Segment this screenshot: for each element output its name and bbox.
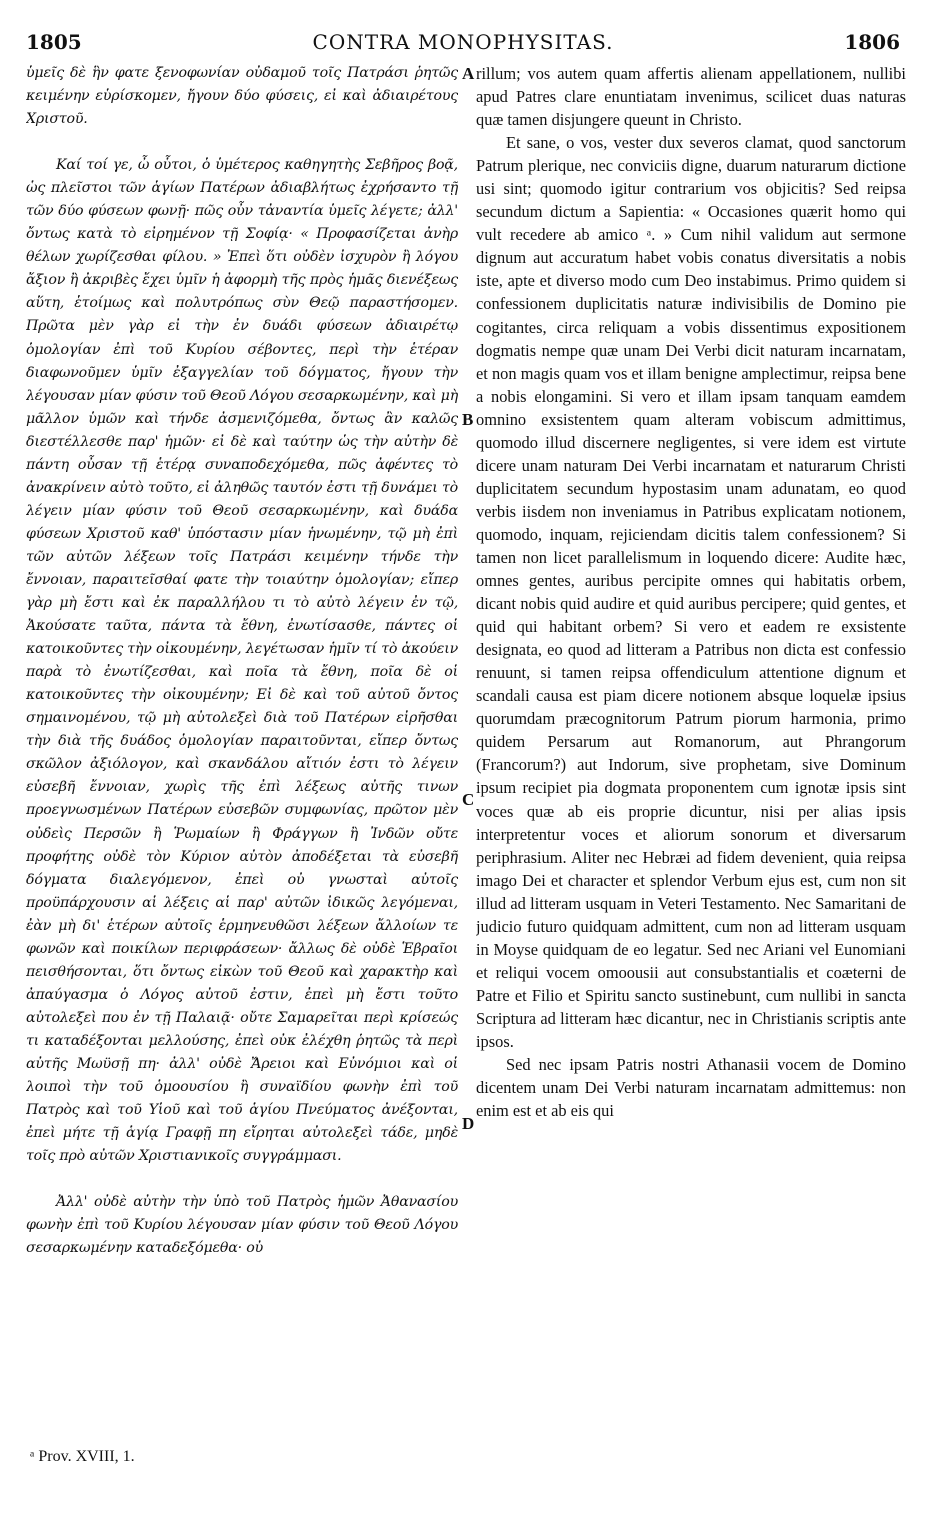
- greek-paragraph: Ἀλλ' οὐδὲ αὐτὴν τὴν ὑπὸ τοῦ Πατρὸς ἡμῶν Ἀθανασίου φωνὴν ἐπὶ τοῦ Κυρίου λέγουσαν μίαν φύσιν τοῦ Θεοῦ Λόγου σεσαρκωμένην καταδεξόμεθα· οὐ: [26, 1194, 458, 1257]
- greek-paragraph: Καί τοί γε, ὦ οὗτοι, ὁ ὑμέτερος καθηγητὴς Σεβῆρος βοᾷ, ὡς πλεῖστοι τῶν ἁγίων Πατέρων ἀδιαβλήτως ἐχρήσαντο τῇ τῶν δύο φύσεων φωνῇ· πῶς οὖν τἀναντία ὑμεῖς λέγετε; ἀλλ' ὄντως κατὰ τὸ εἰρημένον τῇ Σοφίᾳ· « Προφασίζεται ἀνὴρ θέλων χωρίζεσθαι φίλου. » Ἐπεὶ ὅτι οὐδὲν ἰσχυρὸν ἢ λόγου ἄξιον ἢ ἀκριβὲς ἔχει ὑμῖν ἡ ἀφορμὴ τῆς πρὸς ἡμᾶς διενέξεως αὕτη, ἑτοίμως καὶ πολυτρόπως σὺν Θεῷ παραστήσομεν. Πρῶτα μὲν γὰρ εἰ τὴν ἐν δυάδι φύσεων ἀδιαιρέτῳ ὁμολογίαν ἐπὶ τοῦ Κυρίου σέβοντες, περὶ τὴν ἑτέραν διαφωνοῦμεν ὑμῖν ἐξαγγελίαν τοῦ δόγματος, ἤγουν τὴν λέγουσαν μίαν φύσιν τοῦ Θεοῦ Λόγου σεσαρκωμένην, καὶ μὴ μᾶλλον ὑμῶν καὶ τήνδε ἀσμενιζόμεθα, ὄντως ἂν καλῶς διεστέλλεσθε παρ' ἡμῶν· εἰ δὲ καὶ ταύτην ὡς τὴν αὐτὴν δὲ πάντη οὖσαν τῇ ἑτέρᾳ συναποδεχόμεθα, πῶς ἀφέντες τὸ ἀνακρίνειν αὐτὸ τοῦτο, εἰ ἀληθῶς ταυτόν ἐστι τῇ δυνάμει τὸ λέγειν μίαν φύσιν τοῦ Θεοῦ σεσαρκωμένην, καὶ δυάδα φύσεων Χριστοῦ καθ' ὑπόστασιν μίαν ἡνωμένην, τῷ μὴ ἐπὶ τῶν αὐτῶν λέξεων τοῖς Πατράσι κειμένην τήνδε τὴν ἔννοιαν, παραιτεῖσθαί φατε τὴν τοιαύτην ὁμολογίαν; εἴπερ γὰρ μὴ ἔστι καὶ ἐκ παραλλήλου τι τὸ αὐτὸ λέγειν ἐν τῷ, Ἀκούσατε ταῦτα, πάντα τὰ ἔθνη, ἐνωτίσασθε, πάντες οἱ κατοικοῦντες τὴν οἰκουμένην, λεγέτωσαν ἡμῖν τί τὸ ἀκούειν παρὰ τὸ ἐνωτίζεσθαι, καὶ ποῖα τὰ ἔθνη, ποῖα δὲ οἱ κατοικοῦντες τὴν οἰκουμένην; Εἰ δὲ καὶ τοῦ αὐτοῦ ὄντος σημαινομένου, τῷ μὴ αὐτολεξεὶ διὰ τοῦ Πατέρων εἰρῆσθαι τὴν διὰ τῆς δυάδος ὁμολογίαν παραιτοῦνται, εἴπερ ὄντως σκῶλον ἀξιόλογον, καὶ σκανδάλου αἴτιόν ἐστι τὸ λέγειν εὐσεβῆ ἔννοιαν, χωρὶς τῆς ἐπὶ λέξεως αὐτῆς τινων προεγνωσμένων Πατέρων εὐσεβῶν συμφωνίας, πρῶτον μὲν οὐδεὶς Περσῶν ἢ Ῥωμαίων ἢ Φράγγων ἢ Ἰνδῶν οὔτε προφήτης οὐδὲ τὸν Κύριον αὐτὸν ἀποδέξεται τὰ εὐσεβῆ δόγματα διαλεγόμενον, ἐπεὶ οὐ γνωσταὶ αὐτοῖς προϋπάρχουσιν αἱ λέξεις αἱ παρ' αὐτῶν ἰδικῶς λεγόμεναι, ἐὰν μὴ δι' ἑτέρων αὐτοῖς ἑρμηνευθῶσι λέξεων ἄλλοίων τε φωνῶν καὶ ποικίλων περιφράσεων· ἄλλως δὲ οὐδὲ Ἑβραῖοι πεισθήσονται, ὅτι ὄντως εἰκὼν τοῦ Θεοῦ καὶ χαρακτὴρ καὶ ἀπαύγασμα ὁ Λόγος αὐτοῦ ἐστιν, ἐπεὶ μὴ ἔστι τοῦτο αὐτολεξεὶ που ἐν τῇ Παλαιᾷ· οὔτε Σαμαρεῖται περὶ κρίσεώς τι καταδέξονται μελλούσης, ἐπεὶ οὐκ ἐλέχθη ῥητῶς τὰ περὶ αὐτῆς Μωϋσῇ πη· ἀλλ' οὐδὲ Ἄρειοι καὶ Εὐνόμιοι καὶ οἱ λοιποὶ τὴν τοῦ ὁμοουσίου ἢ συναϊδίου φωνὴν ἐπὶ τοῦ Πατρὸς καὶ τοῦ Υἱοῦ καὶ τοῦ ἁγίου Πνεύματος ἀνέξονται, ἐπεὶ μήτε τῇ ἁγίᾳ Γραφῇ πη εἴρηται αὐτολεξεὶ τάδε, μηδὲ τοῖς πρὸ αὐτῶν Χριστιανικοῖς συγγράμμασι.: [26, 157, 458, 1165]
- greek-column: [26, 62, 458, 1260]
- left-page-number: 1805: [26, 30, 82, 54]
- running-title: CONTRA MONOPHYSITAS.: [312, 30, 614, 54]
- margin-marker-a: A: [462, 64, 475, 83]
- latin-paragraph: Et sane, o vos, vester dux severos clamat, quod sanctorum Patrum plerique, nec conviciis digne, duarum naturarum dictione usi sint; quomodo igitur contrarium vos objicitis? Sed reipsa secundum dictum a Sapientia: « Occasiones quærit homo qui vult recedere ab amico ᵃ. » Cum nihil validum aut sermone dignum aut accuratum habet vobis conatus diversitatis a nobis iste, apte et diverso modo cum Deo instabimus. Primo quidem si confessionem duplicitatis naturæ indivisibilis de Domino pie cogitantes, circa reliquam a vobis dissentimus expositionem dogmatis nempe quæ unam Dei Verbi dicit naturam incarnatam, et non magis quam vos et illam benigne amplectimur, reipsa bene a nobis elongamini. Si vero et illam ipsam tanquam eamdem omnino exsistentem quam alteram vobiscum admittimus, quomodo illud discernere negligentes, si vere idem est virtute dicere unam naturam Dei Verbi incarnatam et naturarum Christi duplicitatem secundum hypostasim unam adunatam, eo quod verbis iisdem non inveniamus in Patribus explicatam notionem, quomodo, inquam, rejiciendam dicitis talem confessionem? Si tamen non licet parallelismum in loquendo dicere: Audite hæc, omnes gentes, auribus percipite omnes qui habitatis orbem, dicant nobis quid audire et quid auribus percipere; quid gentes, et quid qui habitant orbem? Si vero et eadem re exsistente designata, eo quod ad litteram a Patribus non dicta est confessio renuunt, si tamen reipsa offendiculum attentione dignum et scandali causa est piam dicere notionem absque loquelæ ipsius quorumdam præcognitorum Patrum piorum harmonia, primo quidem Persarum aut Romanorum, aut Phrangorum (Francorum?) aut Indorum, sive prophetam, sive Dominum ipsum recipiet pia dogmata proponentem cum ignotæ ipsis sint voces quæ ab eis proprie dicuntur, nisi per alias ipsis interpretentur voces et aliorum sonorum et diversarum periphrasium. Aliter nec Hebræi ad fidem devenient, quia reipsa imago Dei et character et splendor Verbum ejus est, cum non sit illud ad litteram usquam in Veteri Testamento. Nec Samaritani de judicio futuro quidquam admittent, cum non ad litteram usquam in Moyse quidquam de eo legatur. Sed nec Ariani vel Eunomiani et reliqui vocem omoousii aut consubstantialis et coæterni de Patre et Filio et Spiritu sancto sustinebunt, cum nullibi in sancta Scriptura ad litteram hæc dicantur, nec in Christianis scriptis ante ipsos.: [476, 133, 906, 1051]
- greek-paragraph: ὑμεῖς δὲ ἣν φατε ξενοφωνίαν οὐδαμοῦ τοῖς Πατράσι ῥητῶς κειμένην εὑρίσκομεν, ἤγουν δύο φύσεις, εἰ καὶ ἀδιαιρέτους Χριστοῦ.: [26, 65, 458, 128]
- footnote: ᵃ Prov. XVIII, 1.: [30, 1448, 135, 1465]
- margin-marker-b: B: [462, 410, 474, 429]
- latin-paragraph: Sed nec ipsam Patris nostri Athanasii vocem de Domino dicentem unam Dei Verbi naturam incarnatam admittemus: non enim est et ab eis qui: [476, 1055, 906, 1121]
- right-page-number: 1806: [844, 30, 900, 54]
- page-header: [26, 30, 900, 60]
- margin-marker-d: D: [462, 1114, 475, 1133]
- latin-paragraph: rillum; vos autem quam affertis alienam appellationem, nullibi apud Patres clare enuntiatam invenimus, scilicet duas naturas quæ tamen disjungere queunt in Christo.: [476, 64, 906, 130]
- latin-column: [476, 62, 906, 1122]
- margin-marker-c: C: [462, 790, 475, 809]
